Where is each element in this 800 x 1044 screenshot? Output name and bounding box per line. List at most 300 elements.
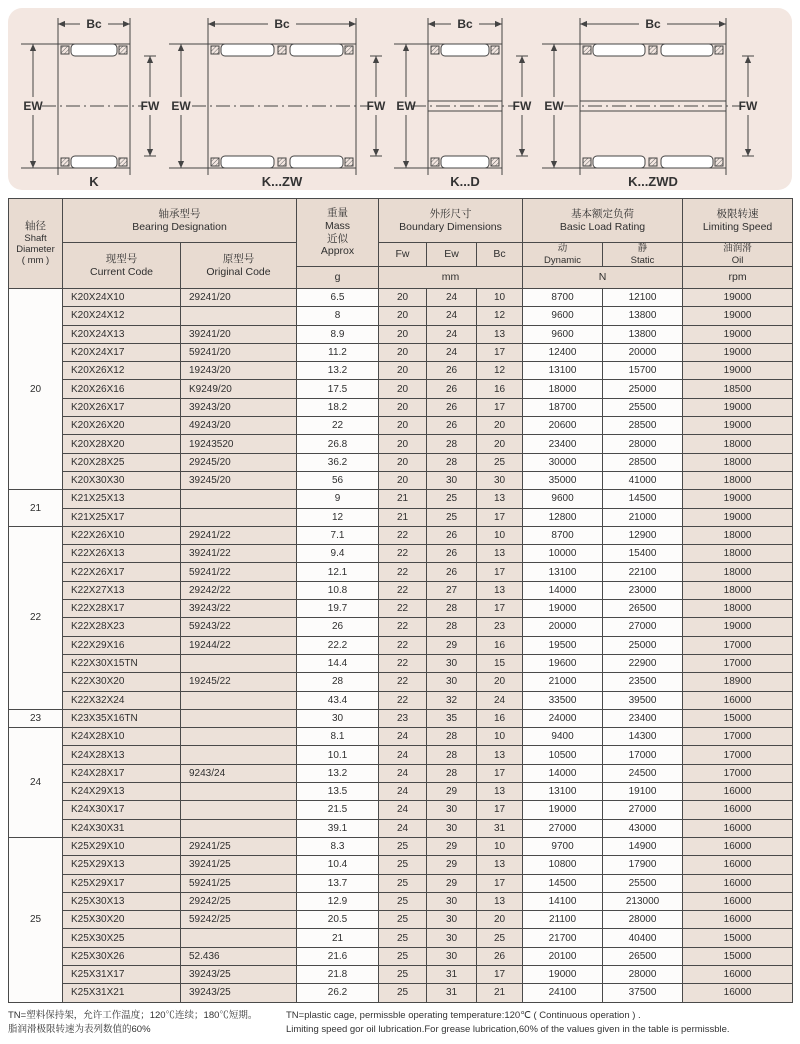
- original-code-cell: [181, 307, 297, 325]
- bc-cell: 17: [477, 801, 523, 819]
- rpm-cell: 15000: [683, 947, 793, 965]
- rpm-cell: 19000: [683, 362, 793, 380]
- table-row: [9, 490, 793, 508]
- dynamic-cell: 20100: [523, 947, 603, 965]
- static-cell: 14500: [603, 490, 683, 508]
- table-row: [9, 343, 793, 361]
- fw-cell: 25: [379, 837, 427, 855]
- ew-cell: 28: [427, 764, 477, 782]
- table-row: [9, 892, 793, 910]
- table-row: [9, 636, 793, 654]
- bc-dimension-label: Bc: [274, 17, 290, 31]
- original-code-cell: 39243/25: [181, 965, 297, 983]
- static-cell: 43000: [603, 819, 683, 837]
- table-row: [9, 874, 793, 892]
- mass-cell: 22.2: [297, 636, 379, 654]
- current-code-cell: K22X32X24: [63, 691, 181, 709]
- mass-cell: 28: [297, 673, 379, 691]
- table-row: [9, 526, 793, 544]
- fw-cell: 25: [379, 947, 427, 965]
- static-cell: 23000: [603, 581, 683, 599]
- static-cell: 28500: [603, 417, 683, 435]
- table-row: [9, 362, 793, 380]
- fw-cell: 22: [379, 581, 427, 599]
- fw-cell: 25: [379, 856, 427, 874]
- fw-cell: 20: [379, 362, 427, 380]
- dynamic-cell: 19600: [523, 654, 603, 672]
- fw-cell: 24: [379, 819, 427, 837]
- dynamic-cell: 12400: [523, 343, 603, 361]
- current-code-cell: K20X24X10: [63, 289, 181, 307]
- header-speed-en: Limiting Speed: [702, 220, 773, 233]
- fw-cell: 21: [379, 508, 427, 526]
- current-code-cell: K22X29X16: [63, 636, 181, 654]
- fw-cell: 24: [379, 746, 427, 764]
- bc-cell: 26: [477, 947, 523, 965]
- ew-cell: 28: [427, 435, 477, 453]
- static-cell: 25500: [603, 398, 683, 416]
- mass-cell: 21.5: [297, 801, 379, 819]
- ew-cell: 28: [427, 746, 477, 764]
- table-row: [9, 600, 793, 618]
- header-current-en: Current Code: [89, 265, 154, 278]
- current-code-cell: K24X30X31: [63, 819, 181, 837]
- ew-cell: 30: [427, 929, 477, 947]
- header-current-cn: 现型号: [105, 252, 138, 265]
- static-cell: 19100: [603, 783, 683, 801]
- table-row: [9, 764, 793, 782]
- dynamic-cell: 9400: [523, 728, 603, 746]
- ew-cell: 30: [427, 819, 477, 837]
- current-code-cell: K20X24X12: [63, 307, 181, 325]
- table-row: [9, 325, 793, 343]
- dynamic-cell: 20000: [523, 618, 603, 636]
- rpm-cell: 16000: [683, 892, 793, 910]
- fw-cell: 23: [379, 709, 427, 727]
- header-load-en: Basic Load Rating: [559, 220, 646, 233]
- fw-cell: 24: [379, 783, 427, 801]
- table-row: [9, 508, 793, 526]
- header-load-cn: 基本额定负荷: [571, 207, 635, 220]
- fw-dimension-label: FW: [512, 99, 532, 113]
- rpm-cell: 17000: [683, 654, 793, 672]
- original-code-cell: [181, 490, 297, 508]
- rpm-cell: 16000: [683, 874, 793, 892]
- fw-cell: 20: [379, 325, 427, 343]
- current-code-cell: K25X30X25: [63, 929, 181, 947]
- fw-cell: 25: [379, 892, 427, 910]
- ew-cell: 30: [427, 892, 477, 910]
- rpm-cell: 16000: [683, 837, 793, 855]
- dynamic-cell: 21700: [523, 929, 603, 947]
- bc-cell: 25: [477, 929, 523, 947]
- mass-cell: 8.3: [297, 837, 379, 855]
- ew-cell: 30: [427, 911, 477, 929]
- rpm-cell: 18000: [683, 435, 793, 453]
- ew-cell: 24: [427, 307, 477, 325]
- static-cell: 26500: [603, 600, 683, 618]
- original-code-cell: [181, 691, 297, 709]
- static-cell: 21000: [603, 508, 683, 526]
- mass-cell: 36.2: [297, 453, 379, 471]
- table-row: [9, 563, 793, 581]
- fw-cell: 22: [379, 526, 427, 544]
- original-code-cell: [181, 746, 297, 764]
- table-row: [9, 618, 793, 636]
- original-code-cell: 19243520: [181, 435, 297, 453]
- header-boundary-en: Boundary Dimensions: [399, 220, 502, 233]
- footnote-cn-line1: TN=塑料保持架，允许工作温度；120℃连续；180℃短期。: [8, 1010, 258, 1021]
- header-boundary-dimensions: [379, 199, 523, 243]
- footnote-cn-line2: 脂润滑极限转速为表列数值的60%: [8, 1023, 151, 1035]
- bc-cell: 24: [477, 691, 523, 709]
- ew-cell: 28: [427, 600, 477, 618]
- dynamic-cell: 18000: [523, 380, 603, 398]
- static-cell: 213000: [603, 892, 683, 910]
- static-cell: 25000: [603, 380, 683, 398]
- original-code-cell: K9249/20: [181, 380, 297, 398]
- rpm-cell: 16000: [683, 911, 793, 929]
- fw-cell: 20: [379, 435, 427, 453]
- original-code-cell: 59241/22: [181, 563, 297, 581]
- static-cell: 24500: [603, 764, 683, 782]
- static-cell: 12900: [603, 526, 683, 544]
- dynamic-cell: 8700: [523, 289, 603, 307]
- original-code-cell: 59242/25: [181, 911, 297, 929]
- ew-cell: 26: [427, 380, 477, 398]
- bc-cell: 10: [477, 728, 523, 746]
- mass-cell: 13.7: [297, 874, 379, 892]
- diagram-type-label: K...ZW: [261, 174, 303, 189]
- diagram-type-label: K...ZWD: [628, 174, 678, 189]
- mass-cell: 12.9: [297, 892, 379, 910]
- fw-cell: 22: [379, 636, 427, 654]
- mass-cell: 14.4: [297, 654, 379, 672]
- header-static-en: Static: [630, 254, 655, 266]
- static-cell: 14900: [603, 837, 683, 855]
- header-original-code: [181, 243, 297, 289]
- mass-cell: 43.4: [297, 691, 379, 709]
- static-cell: 13800: [603, 325, 683, 343]
- rpm-cell: 17000: [683, 728, 793, 746]
- dynamic-cell: 19000: [523, 965, 603, 983]
- dynamic-cell: 24100: [523, 984, 603, 1002]
- bc-cell: 10: [477, 526, 523, 544]
- original-code-cell: 29242/25: [181, 892, 297, 910]
- header-original-en: Original Code: [206, 265, 271, 278]
- rpm-cell: 15000: [683, 709, 793, 727]
- original-code-cell: [181, 819, 297, 837]
- dynamic-cell: 33500: [523, 691, 603, 709]
- shaft-diameter-cell: 23: [9, 709, 63, 727]
- mass-cell: 10.4: [297, 856, 379, 874]
- current-code-cell: K22X26X17: [63, 563, 181, 581]
- mass-cell: 21.8: [297, 965, 379, 983]
- static-cell: 40400: [603, 929, 683, 947]
- original-code-cell: 52.436: [181, 947, 297, 965]
- static-cell: 23400: [603, 709, 683, 727]
- mass-cell: 8.1: [297, 728, 379, 746]
- current-code-cell: K25X30X13: [63, 892, 181, 910]
- bc-dimension-label: Bc: [645, 17, 661, 31]
- ew-cell: 26: [427, 398, 477, 416]
- ew-cell: 30: [427, 947, 477, 965]
- ew-dimension-label: EW: [544, 99, 564, 113]
- original-code-cell: 19244/22: [181, 636, 297, 654]
- original-code-cell: [181, 929, 297, 947]
- original-code-cell: 29242/22: [181, 581, 297, 599]
- current-code-cell: K22X28X23: [63, 618, 181, 636]
- current-code-cell: K20X26X20: [63, 417, 181, 435]
- bc-cell: 17: [477, 764, 523, 782]
- dynamic-cell: 9600: [523, 325, 603, 343]
- original-code-cell: 39243/25: [181, 984, 297, 1002]
- mass-cell: 8: [297, 307, 379, 325]
- table-row: [9, 380, 793, 398]
- rpm-cell: 18000: [683, 526, 793, 544]
- header-col-dynamic: [523, 243, 603, 267]
- header-shaft-cn: 轴径: [25, 220, 46, 233]
- mass-cell: 56: [297, 471, 379, 489]
- table-row: [9, 801, 793, 819]
- rpm-cell: 19000: [683, 325, 793, 343]
- diagram-type-label: K...D: [450, 174, 480, 189]
- rpm-cell: 16000: [683, 691, 793, 709]
- ew-cell: 26: [427, 545, 477, 563]
- header-basic-load-rating: [523, 199, 683, 243]
- static-cell: 17900: [603, 856, 683, 874]
- ew-cell: 26: [427, 563, 477, 581]
- dynamic-cell: 14500: [523, 874, 603, 892]
- mass-cell: 26.2: [297, 984, 379, 1002]
- static-cell: 28000: [603, 965, 683, 983]
- original-code-cell: 59241/20: [181, 343, 297, 361]
- dynamic-cell: 27000: [523, 819, 603, 837]
- bc-cell: 21: [477, 984, 523, 1002]
- rpm-cell: 19000: [683, 289, 793, 307]
- current-code-cell: K20X28X20: [63, 435, 181, 453]
- mass-cell: 10.1: [297, 746, 379, 764]
- bc-cell: 17: [477, 343, 523, 361]
- table-row: [9, 728, 793, 746]
- mass-cell: 13.2: [297, 764, 379, 782]
- table-row: [9, 911, 793, 929]
- static-cell: 26500: [603, 947, 683, 965]
- ew-cell: 24: [427, 325, 477, 343]
- bearing-diagram-kzwd: [542, 17, 758, 189]
- rpm-cell: 18500: [683, 380, 793, 398]
- static-cell: 22900: [603, 654, 683, 672]
- rpm-cell: 19000: [683, 343, 793, 361]
- current-code-cell: K20X26X17: [63, 398, 181, 416]
- bc-cell: 25: [477, 453, 523, 471]
- rpm-cell: 18000: [683, 600, 793, 618]
- mass-cell: 11.2: [297, 343, 379, 361]
- current-code-cell: K25X29X10: [63, 837, 181, 855]
- header-col-bc: Bc: [477, 243, 523, 267]
- ew-cell: 30: [427, 673, 477, 691]
- current-code-cell: K20X24X13: [63, 325, 181, 343]
- fw-cell: 25: [379, 965, 427, 983]
- rpm-cell: 16000: [683, 984, 793, 1002]
- mass-cell: 8.9: [297, 325, 379, 343]
- original-code-cell: 29241/20: [181, 289, 297, 307]
- dynamic-cell: 35000: [523, 471, 603, 489]
- header-limiting-speed: [683, 199, 793, 243]
- static-cell: 25500: [603, 874, 683, 892]
- table-row: [9, 984, 793, 1002]
- mass-cell: 12.1: [297, 563, 379, 581]
- mass-cell: 30: [297, 709, 379, 727]
- table-row: [9, 837, 793, 855]
- mass-cell: 21.6: [297, 947, 379, 965]
- fw-cell: 24: [379, 801, 427, 819]
- current-code-cell: K25X29X13: [63, 856, 181, 874]
- fw-cell: 22: [379, 673, 427, 691]
- rpm-cell: 16000: [683, 783, 793, 801]
- fw-dimension-label: FW: [366, 99, 386, 113]
- current-code-cell: K22X26X10: [63, 526, 181, 544]
- static-cell: 23500: [603, 673, 683, 691]
- bearing-spec-table: [8, 198, 793, 1003]
- bc-cell: 20: [477, 417, 523, 435]
- static-cell: 20000: [603, 343, 683, 361]
- fw-cell: 20: [379, 380, 427, 398]
- fw-cell: 20: [379, 471, 427, 489]
- bc-cell: 13: [477, 856, 523, 874]
- fw-cell: 25: [379, 911, 427, 929]
- current-code-cell: K23X35X16TN: [63, 709, 181, 727]
- mass-cell: 17.5: [297, 380, 379, 398]
- bc-cell: 10: [477, 289, 523, 307]
- ew-cell: 24: [427, 343, 477, 361]
- original-code-cell: 39243/20: [181, 398, 297, 416]
- table-row: [9, 691, 793, 709]
- static-cell: 12100: [603, 289, 683, 307]
- ew-cell: 30: [427, 471, 477, 489]
- table-row: [9, 307, 793, 325]
- header-dynamic-cn: 动: [557, 243, 568, 255]
- current-code-cell: K21X25X13: [63, 490, 181, 508]
- bc-dimension-label: Bc: [457, 17, 473, 31]
- unit-speed-rpm: rpm: [683, 267, 793, 289]
- original-code-cell: 39243/22: [181, 600, 297, 618]
- ew-cell: 24: [427, 289, 477, 307]
- bc-cell: 13: [477, 545, 523, 563]
- shaft-diameter-cell: 24: [9, 728, 63, 838]
- bc-cell: 31: [477, 819, 523, 837]
- ew-cell: 29: [427, 874, 477, 892]
- bc-dimension-label: Bc: [86, 17, 102, 31]
- mass-cell: 20.5: [297, 911, 379, 929]
- header-shaft-en1: Shaft: [24, 232, 47, 244]
- header-designation-en: Bearing Designation: [132, 220, 227, 233]
- rpm-cell: 16000: [683, 856, 793, 874]
- rpm-cell: 18000: [683, 545, 793, 563]
- table-row: [9, 398, 793, 416]
- ew-cell: 29: [427, 783, 477, 801]
- current-code-cell: K22X30X20: [63, 673, 181, 691]
- rpm-cell: 18900: [683, 673, 793, 691]
- table-row: [9, 819, 793, 837]
- current-code-cell: K24X28X13: [63, 746, 181, 764]
- footnote-en-line1: TN=plastic cage, permissble operating temperature:120℃ ( Continuous operation ) .: [286, 1010, 641, 1021]
- current-code-cell: K20X24X17: [63, 343, 181, 361]
- rpm-cell: 19000: [683, 618, 793, 636]
- rpm-cell: 19000: [683, 417, 793, 435]
- current-code-cell: K24X30X17: [63, 801, 181, 819]
- current-code-cell: K20X30X30: [63, 471, 181, 489]
- ew-cell: 27: [427, 581, 477, 599]
- fw-cell: 24: [379, 764, 427, 782]
- fw-cell: 21: [379, 490, 427, 508]
- fw-cell: 25: [379, 929, 427, 947]
- bc-cell: 17: [477, 874, 523, 892]
- bc-cell: 15: [477, 654, 523, 672]
- static-cell: 27000: [603, 618, 683, 636]
- original-code-cell: 19243/20: [181, 362, 297, 380]
- table-row: [9, 435, 793, 453]
- dynamic-cell: 23400: [523, 435, 603, 453]
- table-row: [9, 709, 793, 727]
- current-code-cell: K25X30X26: [63, 947, 181, 965]
- header-speed-cn: 极限转速: [716, 207, 759, 220]
- mass-cell: 13.5: [297, 783, 379, 801]
- dynamic-cell: 20600: [523, 417, 603, 435]
- header-col-ew: Ew: [427, 243, 477, 267]
- header-col-fw: Fw: [379, 243, 427, 267]
- mass-cell: 26: [297, 618, 379, 636]
- table-row: [9, 929, 793, 947]
- ew-dimension-label: EW: [171, 99, 191, 113]
- ew-cell: 28: [427, 453, 477, 471]
- ew-cell: 29: [427, 636, 477, 654]
- header-bearing-designation: [63, 199, 297, 243]
- table-row: [9, 545, 793, 563]
- ew-cell: 26: [427, 417, 477, 435]
- original-code-cell: 59241/25: [181, 874, 297, 892]
- ew-cell: 32: [427, 691, 477, 709]
- table-row: [9, 947, 793, 965]
- mass-cell: 12: [297, 508, 379, 526]
- bc-cell: 17: [477, 508, 523, 526]
- bc-cell: 17: [477, 563, 523, 581]
- rpm-cell: 19000: [683, 307, 793, 325]
- dynamic-cell: 19000: [523, 600, 603, 618]
- bc-cell: 20: [477, 673, 523, 691]
- header-mass-en2: Approx: [320, 245, 355, 258]
- dynamic-cell: 21000: [523, 673, 603, 691]
- rpm-cell: 18000: [683, 581, 793, 599]
- bc-cell: 17: [477, 965, 523, 983]
- table-row: [9, 673, 793, 691]
- table-row: [9, 289, 793, 307]
- ew-cell: 26: [427, 362, 477, 380]
- header-col-static: [603, 243, 683, 267]
- static-cell: 28000: [603, 435, 683, 453]
- current-code-cell: K24X29X13: [63, 783, 181, 801]
- table-header: [9, 199, 793, 289]
- header-mass-cn: 重量: [327, 207, 348, 220]
- rpm-cell: 18000: [683, 471, 793, 489]
- static-cell: 15700: [603, 362, 683, 380]
- bc-cell: 13: [477, 746, 523, 764]
- unit-load-n: N: [523, 267, 683, 289]
- rpm-cell: 19000: [683, 398, 793, 416]
- header-mass-cn2: 近似: [327, 232, 348, 245]
- original-code-cell: [181, 508, 297, 526]
- dynamic-cell: 13100: [523, 783, 603, 801]
